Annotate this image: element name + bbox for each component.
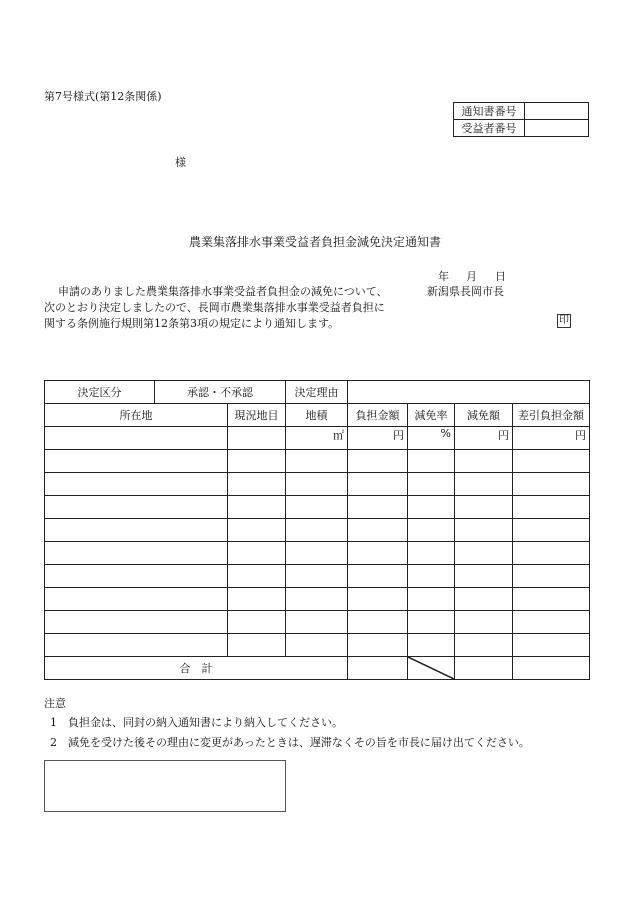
decision-reason-label: 決定理由: [286, 381, 348, 404]
cell-reduction-amount[interactable]: [455, 496, 513, 519]
note-item-1: 1 負担金は、同封の納入通知書により納入してください。: [50, 716, 343, 729]
table-row: [45, 519, 590, 542]
cell-location[interactable]: [45, 588, 228, 611]
cell-area[interactable]: [286, 565, 348, 588]
cell-net-charge[interactable]: [513, 450, 590, 473]
cell-location[interactable]: [45, 519, 228, 542]
decision-category-label: 決定区分: [45, 381, 155, 404]
cell-reduction-rate[interactable]: [408, 450, 455, 473]
cell-charge-amount[interactable]: [348, 450, 408, 473]
decision-category-value[interactable]: 承認・不承認: [155, 381, 286, 404]
date-day: 日: [495, 270, 506, 283]
total-reduction-amount[interactable]: [455, 657, 513, 680]
issuer-name: 新潟県長岡市長: [427, 285, 504, 298]
cell-net-charge[interactable]: [513, 588, 590, 611]
decision-table: [44, 380, 590, 680]
body-line-1: 申請のありました農業集落排水事業受益者負担金の減免について、: [58, 285, 388, 298]
header-land-category: 現況地目: [228, 404, 286, 427]
cell-land-category[interactable]: [228, 634, 286, 657]
date-year: 年: [438, 270, 449, 283]
cell-land-category[interactable]: [228, 473, 286, 496]
cell-area[interactable]: [286, 542, 348, 565]
cell-land-category[interactable]: [228, 496, 286, 519]
cell-charge-amount[interactable]: [348, 542, 408, 565]
table-row: [45, 634, 590, 657]
unit-reduction-amount[interactable]: 円: [455, 427, 513, 450]
cell-area[interactable]: [286, 634, 348, 657]
unit-charge-amount[interactable]: 円: [348, 427, 408, 450]
cell-reduction-amount[interactable]: [455, 634, 513, 657]
cell-location[interactable]: [45, 611, 228, 634]
header-net-charge: 差引負担金額: [513, 404, 590, 427]
unit-reduction-rate[interactable]: %: [408, 427, 455, 450]
cell-reduction-amount[interactable]: [455, 473, 513, 496]
cell-area[interactable]: [286, 588, 348, 611]
table-row: [45, 450, 590, 473]
body-line-3: 関する条例施行規則第12条第3項の規定により通知します。: [44, 317, 340, 330]
total-net-charge[interactable]: [513, 657, 590, 680]
seal-mark: 印: [559, 315, 569, 326]
total-reduction-rate-struck: [408, 657, 455, 680]
table-row: [45, 496, 590, 519]
cell-reduction-rate[interactable]: [408, 496, 455, 519]
beneficiary-number-value[interactable]: [525, 120, 589, 137]
notice-number-value[interactable]: [525, 103, 589, 120]
cell-reduction-rate[interactable]: [408, 611, 455, 634]
cell-area[interactable]: [286, 496, 348, 519]
cell-charge-amount[interactable]: [348, 519, 408, 542]
cell-reduction-amount[interactable]: [455, 519, 513, 542]
cell-reduction-rate[interactable]: [408, 542, 455, 565]
notice-number-box: [453, 102, 589, 137]
addressee-honorific: 様: [175, 156, 186, 169]
cell-net-charge[interactable]: [513, 565, 590, 588]
cell-location[interactable]: [45, 473, 228, 496]
cell-land-category[interactable]: [228, 427, 286, 450]
cell-reduction-rate[interactable]: [408, 634, 455, 657]
total-row: [45, 657, 590, 680]
header-row: [45, 404, 590, 427]
cell-net-charge[interactable]: [513, 496, 590, 519]
cell-charge-amount[interactable]: [348, 588, 408, 611]
decision-reason-value[interactable]: [348, 381, 590, 404]
cell-land-category[interactable]: [228, 450, 286, 473]
header-location: 所在地: [45, 404, 228, 427]
cell-charge-amount[interactable]: [348, 634, 408, 657]
table-row: [45, 565, 590, 588]
date-month: 月: [466, 270, 477, 283]
cell-area[interactable]: [286, 450, 348, 473]
cell-charge-amount[interactable]: [348, 565, 408, 588]
table-row: [45, 611, 590, 634]
cell-net-charge[interactable]: [513, 519, 590, 542]
cell-land-category[interactable]: [228, 611, 286, 634]
unit-area[interactable]: ㎡: [286, 427, 348, 450]
cell-location[interactable]: [45, 565, 228, 588]
cell-area[interactable]: [286, 473, 348, 496]
cell-area[interactable]: [286, 519, 348, 542]
form-id: 第7号様式(第12条関係): [44, 90, 162, 103]
beneficiary-number-label: 受益者番号: [454, 120, 525, 137]
header-reduction-rate: 減免率: [408, 404, 455, 427]
cell-location[interactable]: [45, 450, 228, 473]
cell-net-charge[interactable]: [513, 611, 590, 634]
cell-reduction-amount[interactable]: [455, 565, 513, 588]
cell-location[interactable]: [45, 542, 228, 565]
cell-area[interactable]: [286, 611, 348, 634]
decision-row: [45, 381, 590, 404]
cell-net-charge[interactable]: [513, 634, 590, 657]
cell-charge-amount[interactable]: [348, 496, 408, 519]
cell-reduction-amount[interactable]: [455, 542, 513, 565]
table-row: [45, 427, 590, 450]
cell-location[interactable]: [45, 634, 228, 657]
document-title: 農業集落排水事業受益者負担金減免決定通知書: [188, 235, 441, 249]
diagonal-strike-icon: [408, 657, 454, 679]
total-charge-amount[interactable]: [348, 657, 408, 680]
cell-reduction-amount[interactable]: [455, 588, 513, 611]
cell-charge-amount[interactable]: [348, 473, 408, 496]
cell-location[interactable]: [45, 496, 228, 519]
cell-reduction-rate[interactable]: [408, 519, 455, 542]
header-reduction-amount: 減免額: [455, 404, 513, 427]
cell-reduction-rate[interactable]: [408, 588, 455, 611]
cell-location[interactable]: [45, 427, 228, 450]
cell-land-category[interactable]: [228, 565, 286, 588]
header-charge-amount: 負担金額: [348, 404, 408, 427]
unit-net-charge[interactable]: 円: [513, 427, 590, 450]
body-line-2: 次のとおり決定しましたので、長岡市農業集落排水事業受益者負担に: [44, 301, 385, 314]
cell-reduction-amount[interactable]: [455, 450, 513, 473]
table-row: [45, 473, 590, 496]
note-item-2: 2 減免を受けた後その理由に変更があったときは、遅滞なくその旨を市長に届け出てください。: [50, 736, 530, 749]
cell-reduction-rate[interactable]: [408, 473, 455, 496]
cell-reduction-rate[interactable]: [408, 565, 455, 588]
cell-land-category[interactable]: [228, 519, 286, 542]
cell-net-charge[interactable]: [513, 473, 590, 496]
notice-number-label: 通知書番号: [454, 103, 525, 120]
notes-heading: 注意: [44, 697, 66, 710]
cell-net-charge[interactable]: [513, 542, 590, 565]
header-area: 地積: [286, 404, 348, 427]
cell-charge-amount[interactable]: [348, 611, 408, 634]
total-label: 合 計: [45, 657, 348, 680]
cell-reduction-amount[interactable]: [455, 611, 513, 634]
table-row: [45, 542, 590, 565]
table-row: [45, 588, 590, 611]
remarks-box[interactable]: [44, 760, 286, 812]
cell-land-category[interactable]: [228, 542, 286, 565]
cell-land-category[interactable]: [228, 588, 286, 611]
